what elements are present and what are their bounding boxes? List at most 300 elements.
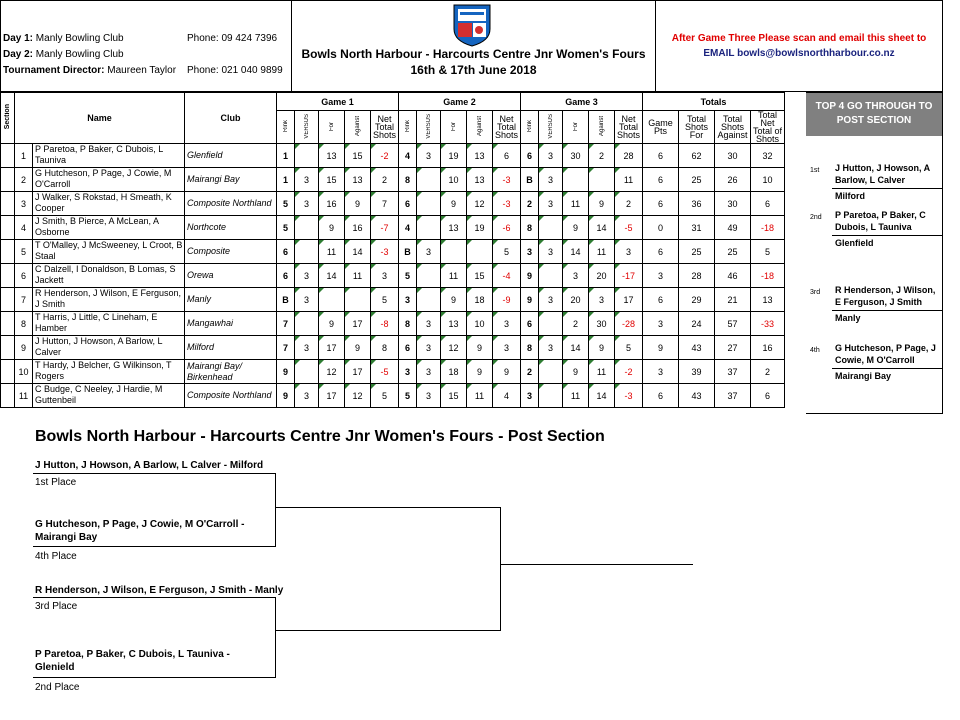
comment-flag-icon — [493, 288, 498, 293]
table-row — [1, 264, 785, 288]
bracket-team-1: J Hutton, J Howson, A Barlow, L Calver - Milford — [35, 460, 264, 471]
g2-cell: 9 — [493, 360, 521, 384]
comment-flag-icon — [441, 288, 446, 293]
top4-rank: 2nd — [810, 214, 822, 221]
g3-cell: 30 — [589, 312, 615, 336]
g1-cell: 17 — [345, 312, 371, 336]
comment-flag-icon — [539, 312, 544, 317]
comment-flag-icon — [493, 312, 498, 317]
total-cell: 6 — [643, 192, 679, 216]
total-cell: 2 — [751, 360, 785, 384]
subheader-g3-for: For — [563, 111, 589, 144]
team-names: T Harris, J Little, C Lineham, E Hamber — [33, 312, 185, 336]
g2-cell: 5 — [493, 240, 521, 264]
team-club: Manly — [185, 288, 277, 312]
team-names: C Dalzell, I Donaldson, B Lomas, S Jackett — [33, 264, 185, 288]
subheader-g2-net: Net Total Shots — [493, 111, 521, 144]
section-cell — [1, 192, 15, 216]
comment-flag-icon — [539, 288, 544, 293]
g2-cell: 8 — [399, 168, 417, 192]
g1-cell: 11 — [345, 264, 371, 288]
g1-cell: 12 — [319, 360, 345, 384]
comment-flag-icon — [441, 240, 446, 245]
table-head-row1 — [1, 93, 785, 111]
total-cell: 46 — [715, 264, 751, 288]
header-notice: After Game Three Please scan and email this sheet to — [671, 33, 927, 44]
g3-cell: 9 — [563, 216, 589, 240]
g1-cell: 15 — [319, 168, 345, 192]
g3-cell: -28 — [615, 312, 643, 336]
header-notice-box — [655, 0, 943, 92]
comment-flag-icon — [417, 240, 422, 245]
comment-flag-icon — [345, 360, 350, 365]
total-cell: 43 — [679, 384, 715, 408]
g1-cell: 13 — [319, 144, 345, 168]
g1-cell: 16 — [345, 216, 371, 240]
g1-cell — [295, 360, 319, 384]
g3-cell: 3 — [539, 336, 563, 360]
comment-flag-icon — [589, 168, 594, 173]
g2-cell: 18 — [441, 360, 467, 384]
header-director: Tournament Director: Maureen Taylor — [3, 65, 177, 76]
table-row — [1, 216, 785, 240]
comment-flag-icon — [467, 288, 472, 293]
bracket-final-line — [500, 564, 693, 565]
g2-cell: 3 — [493, 312, 521, 336]
subheader-tot_net: Total Net Total of Shots — [751, 111, 785, 144]
g2-cell — [417, 216, 441, 240]
g2-cell: 9 — [467, 360, 493, 384]
g1-cell — [319, 288, 345, 312]
g2-cell: 11 — [467, 384, 493, 408]
total-cell: 39 — [679, 360, 715, 384]
team-club: Composite — [185, 240, 277, 264]
g1-cell — [345, 288, 371, 312]
total-cell: -18 — [751, 264, 785, 288]
total-cell: -33 — [751, 312, 785, 336]
g3-cell: 14 — [563, 240, 589, 264]
bracket-line — [33, 473, 276, 474]
total-cell: 28 — [679, 264, 715, 288]
g3-cell: 2 — [563, 312, 589, 336]
comment-flag-icon — [371, 192, 376, 197]
total-cell: 30 — [715, 192, 751, 216]
subheader-g1-versus: VERSUS — [295, 111, 319, 144]
comment-flag-icon — [563, 336, 568, 341]
comment-flag-icon — [441, 336, 446, 341]
g2-cell: 3 — [399, 288, 417, 312]
g1-cell: 13 — [345, 168, 371, 192]
bracket-place-2: 4th Place — [35, 551, 77, 562]
comment-flag-icon — [371, 312, 376, 317]
team-names: J Hutton, J Howson, A Barlow, L Calver — [33, 336, 185, 360]
comment-flag-icon — [615, 360, 620, 365]
total-cell: 3 — [643, 264, 679, 288]
g1-cell: -3 — [371, 240, 399, 264]
comment-flag-icon — [371, 168, 376, 173]
total-cell: 6 — [643, 288, 679, 312]
top4-team-names: G Hutcheson, P Page, J Cowie, M O'Carroll — [835, 343, 936, 365]
total-cell: 13 — [751, 288, 785, 312]
comment-flag-icon — [563, 216, 568, 221]
g3-cell: -3 — [615, 384, 643, 408]
post-title: Bowls North Harbour - Harcourts Centre Jnr Women's Fours - Post Section — [35, 428, 605, 445]
comment-flag-icon — [295, 144, 300, 149]
comment-flag-icon — [589, 312, 594, 317]
subheader-g3-net: Net Total Shots — [615, 111, 643, 144]
g1-cell: 3 — [295, 288, 319, 312]
comment-flag-icon — [493, 384, 498, 389]
comment-flag-icon — [441, 216, 446, 221]
subheader-g3-versus: VERSUS — [539, 111, 563, 144]
section-cell — [1, 168, 15, 192]
comment-flag-icon — [589, 336, 594, 341]
top4-rank: 4th — [810, 347, 820, 354]
header-day2: Day 2: Manly Bowling Club — [3, 49, 124, 60]
subheader-g2-versus: VERSUS — [417, 111, 441, 144]
bracket-place-4: 2nd Place — [35, 682, 80, 693]
comment-flag-icon — [563, 192, 568, 197]
comment-flag-icon — [539, 264, 544, 269]
bracket-team-2: G Hutcheson, P Page, J Cowie, M O'Carroll - Mairangi Bay — [35, 519, 245, 543]
team-number: 9 — [15, 336, 33, 360]
g3-cell: 3 — [589, 288, 615, 312]
top4-team-names: R Henderson, J Wilson, E Ferguson, J Smith — [835, 285, 936, 307]
comment-flag-icon — [467, 240, 472, 245]
comment-flag-icon — [417, 264, 422, 269]
top4-team-club: Glenfield — [835, 238, 874, 248]
total-cell: 25 — [679, 240, 715, 264]
g3-cell: 3 — [539, 288, 563, 312]
comment-flag-icon — [467, 192, 472, 197]
g1-cell: -8 — [371, 312, 399, 336]
comment-flag-icon — [345, 240, 350, 245]
comment-flag-icon — [371, 288, 376, 293]
game2-header: Game 2 — [399, 93, 521, 111]
comment-flag-icon — [295, 240, 300, 245]
g3-cell: -17 — [615, 264, 643, 288]
subheader-tot_against: Total Shots Against — [715, 111, 751, 144]
comment-flag-icon — [417, 216, 422, 221]
table-row — [1, 168, 785, 192]
comment-flag-icon — [467, 312, 472, 317]
club-logo — [452, 3, 492, 47]
comment-flag-icon — [539, 168, 544, 173]
g3-cell: 11 — [589, 240, 615, 264]
g2-cell: 5 — [399, 384, 417, 408]
top4-heading: TOP 4 GO THROUGH TO POST SECTION — [806, 92, 942, 136]
comment-flag-icon — [615, 384, 620, 389]
total-cell: 6 — [643, 384, 679, 408]
g3-cell: 9 — [521, 288, 539, 312]
total-cell: 25 — [715, 240, 751, 264]
comment-flag-icon — [563, 168, 568, 173]
g1-cell: 11 — [319, 240, 345, 264]
comment-flag-icon — [319, 144, 324, 149]
g2-cell: 15 — [441, 384, 467, 408]
comment-flag-icon — [563, 312, 568, 317]
comment-flag-icon — [319, 192, 324, 197]
header-day1: Day 1: Manly Bowling Club — [3, 33, 124, 44]
comment-flag-icon — [467, 216, 472, 221]
comment-flag-icon — [563, 360, 568, 365]
team-names: T O'Malley, J McSweeney, L Croot, B Staal — [33, 240, 185, 264]
header-phone2: Phone: 021 040 9899 — [187, 65, 283, 76]
totals-header: Totals — [643, 93, 785, 111]
g2-cell: B — [399, 240, 417, 264]
g1-cell: 6 — [277, 264, 295, 288]
comment-flag-icon — [615, 216, 620, 221]
g3-cell — [539, 312, 563, 336]
top4-rank: 1st — [810, 167, 820, 174]
g3-cell — [539, 384, 563, 408]
team-club: Orewa — [185, 264, 277, 288]
g3-cell: 3 — [539, 168, 563, 192]
team-number: 4 — [15, 216, 33, 240]
total-cell: 6 — [643, 168, 679, 192]
top4-team-names: J Hutton, J Howson, A Barlow, L Calver — [835, 163, 930, 185]
comment-flag-icon — [563, 264, 568, 269]
team-names: R Henderson, J Wilson, E Ferguson, J Smith — [33, 288, 185, 312]
top4-divider — [832, 310, 942, 311]
g2-cell — [417, 264, 441, 288]
top4-rank: 3rd — [810, 289, 821, 296]
g2-cell: -4 — [493, 264, 521, 288]
top4-team-club: Mairangi Bay — [835, 371, 892, 381]
team-club: Glenfield — [185, 144, 277, 168]
g2-cell: 10 — [441, 168, 467, 192]
comment-flag-icon — [295, 360, 300, 365]
comment-flag-icon — [345, 216, 350, 221]
comment-flag-icon — [467, 336, 472, 341]
g2-cell: 3 — [417, 240, 441, 264]
comment-flag-icon — [493, 360, 498, 365]
comment-flag-icon — [345, 288, 350, 293]
g2-cell: 19 — [441, 144, 467, 168]
g3-cell: 2 — [521, 360, 539, 384]
comment-flag-icon — [441, 312, 446, 317]
comment-flag-icon — [345, 192, 350, 197]
team-names: P Paretoa, P Baker, C Dubois, L Tauniva — [33, 144, 185, 168]
g2-cell: 18 — [467, 288, 493, 312]
g2-cell: 4 — [493, 384, 521, 408]
bracket-line — [275, 630, 501, 631]
g3-cell: 14 — [563, 336, 589, 360]
total-cell: -18 — [751, 216, 785, 240]
team-number: 11 — [15, 384, 33, 408]
total-cell: 6 — [751, 192, 785, 216]
g1-cell: 1 — [277, 168, 295, 192]
comment-flag-icon — [345, 312, 350, 317]
g3-cell: 8 — [521, 216, 539, 240]
comment-flag-icon — [371, 336, 376, 341]
team-names: J Smith, B Pierce, A McLean, A Osborne — [33, 216, 185, 240]
comment-flag-icon — [319, 240, 324, 245]
g2-cell: 6 — [493, 144, 521, 168]
comment-flag-icon — [417, 288, 422, 293]
g1-cell: 12 — [345, 384, 371, 408]
comment-flag-icon — [319, 288, 324, 293]
g3-cell: 5 — [615, 336, 643, 360]
comment-flag-icon — [319, 336, 324, 341]
g1-cell: 5 — [371, 384, 399, 408]
bracket-line — [500, 507, 501, 631]
g3-cell: 11 — [615, 168, 643, 192]
g1-cell: 3 — [371, 264, 399, 288]
g1-cell: 17 — [319, 336, 345, 360]
g3-cell: 3 — [615, 240, 643, 264]
g1-cell: 7 — [277, 336, 295, 360]
g1-cell: 14 — [319, 264, 345, 288]
bracket-team-3: R Henderson, J Wilson, E Ferguson, J Smith - Manly — [35, 585, 284, 596]
total-cell: 27 — [715, 336, 751, 360]
comment-flag-icon — [441, 192, 446, 197]
team-names: C Budge, C Neeley, J Hardie, M Guttenbeil — [33, 384, 185, 408]
g2-cell: 8 — [399, 312, 417, 336]
g1-cell — [295, 144, 319, 168]
comment-flag-icon — [493, 264, 498, 269]
comment-flag-icon — [589, 384, 594, 389]
section-cell — [1, 288, 15, 312]
g1-cell: -5 — [371, 360, 399, 384]
g3-cell: 2 — [521, 192, 539, 216]
team-number: 8 — [15, 312, 33, 336]
g1-cell: 5 — [277, 192, 295, 216]
comment-flag-icon — [417, 144, 422, 149]
g2-cell: 3 — [493, 336, 521, 360]
g1-cell: 6 — [277, 240, 295, 264]
g1-cell: 5 — [277, 216, 295, 240]
total-cell: 30 — [715, 144, 751, 168]
g2-cell: 13 — [467, 168, 493, 192]
comment-flag-icon — [441, 384, 446, 389]
g1-cell: 3 — [295, 168, 319, 192]
comment-flag-icon — [417, 192, 422, 197]
comment-flag-icon — [589, 144, 594, 149]
g2-cell: 13 — [467, 144, 493, 168]
section-cell — [1, 216, 15, 240]
comment-flag-icon — [295, 384, 300, 389]
comment-flag-icon — [589, 216, 594, 221]
bracket-team-4: P Paretoa, P Baker, C Dubois, L Tauniva - Glenield — [35, 649, 230, 673]
subheader-g2-against: Against — [467, 111, 493, 144]
g1-cell: 1 — [277, 144, 295, 168]
g2-cell: -3 — [493, 168, 521, 192]
g3-cell: 2 — [589, 144, 615, 168]
team-club: Composite Northland — [185, 384, 277, 408]
g3-cell: 11 — [563, 384, 589, 408]
top4-team-club: Milford — [835, 191, 865, 201]
g3-cell — [539, 360, 563, 384]
g1-cell: 3 — [295, 336, 319, 360]
g2-cell: 6 — [399, 336, 417, 360]
g3-cell: 2 — [615, 192, 643, 216]
g3-cell: B — [521, 168, 539, 192]
g1-cell: 9 — [345, 336, 371, 360]
comment-flag-icon — [539, 240, 544, 245]
top4-divider — [832, 235, 942, 236]
comment-flag-icon — [539, 360, 544, 365]
g1-cell: 7 — [277, 312, 295, 336]
total-cell: 36 — [679, 192, 715, 216]
subheader-g3-against: Against — [589, 111, 615, 144]
g2-cell: 12 — [467, 192, 493, 216]
comment-flag-icon — [441, 168, 446, 173]
top4-divider — [832, 188, 942, 189]
g2-cell: 3 — [417, 312, 441, 336]
bracket-line — [33, 597, 276, 598]
comment-flag-icon — [295, 216, 300, 221]
comment-flag-icon — [539, 336, 544, 341]
g3-cell: 3 — [521, 384, 539, 408]
g1-cell: 9 — [319, 312, 345, 336]
comment-flag-icon — [371, 144, 376, 149]
team-club: Milford — [185, 336, 277, 360]
bracket-line — [275, 507, 501, 508]
top4-divider — [832, 368, 942, 369]
comment-flag-icon — [441, 264, 446, 269]
comment-flag-icon — [295, 264, 300, 269]
g1-cell: -7 — [371, 216, 399, 240]
g3-cell: 9 — [589, 192, 615, 216]
g2-cell: -9 — [493, 288, 521, 312]
comment-flag-icon — [493, 192, 498, 197]
comment-flag-icon — [345, 336, 350, 341]
subheader-g1-rink: Rink — [277, 111, 295, 144]
total-cell: 16 — [751, 336, 785, 360]
g2-cell: 13 — [441, 216, 467, 240]
g2-cell — [441, 240, 467, 264]
comment-flag-icon — [539, 216, 544, 221]
g2-cell: 9 — [441, 288, 467, 312]
table-row — [1, 384, 785, 408]
g2-cell: 3 — [417, 384, 441, 408]
comment-flag-icon — [589, 360, 594, 365]
g1-cell: 9 — [319, 216, 345, 240]
g3-cell — [589, 168, 615, 192]
g1-cell: 3 — [295, 192, 319, 216]
g3-cell — [539, 264, 563, 288]
team-names: T Hardy, J Belcher, G Wilkinson, T Rogers — [33, 360, 185, 384]
g1-cell: 17 — [319, 384, 345, 408]
subheader-g2-for: For — [441, 111, 467, 144]
comment-flag-icon — [539, 192, 544, 197]
g2-cell: 9 — [467, 336, 493, 360]
table-row — [1, 288, 785, 312]
g2-cell: 3 — [417, 336, 441, 360]
comment-flag-icon — [417, 168, 422, 173]
g2-cell: 10 — [467, 312, 493, 336]
table-row — [1, 336, 785, 360]
g2-cell: 4 — [399, 144, 417, 168]
total-cell: 26 — [715, 168, 751, 192]
comment-flag-icon — [417, 384, 422, 389]
g1-cell: 9 — [277, 360, 295, 384]
total-cell: 31 — [679, 216, 715, 240]
g2-cell: -6 — [493, 216, 521, 240]
subheader-g1-against: Against — [345, 111, 371, 144]
g3-cell: 6 — [521, 312, 539, 336]
top4-team-names: P Paretoa, P Baker, C Dubois, L Tauniva — [835, 210, 926, 232]
comment-flag-icon — [467, 264, 472, 269]
g2-cell — [417, 192, 441, 216]
comment-flag-icon — [371, 384, 376, 389]
comment-flag-icon — [345, 384, 350, 389]
bracket-place-3: 3rd Place — [35, 601, 78, 612]
bracket-line — [33, 677, 276, 678]
bracket-place-1: 1st Place — [35, 477, 77, 488]
header-title: Bowls North Harbour - Harcourts Centre Jnr Women's Fours 16th & 17th June 2018 — [301, 47, 646, 77]
